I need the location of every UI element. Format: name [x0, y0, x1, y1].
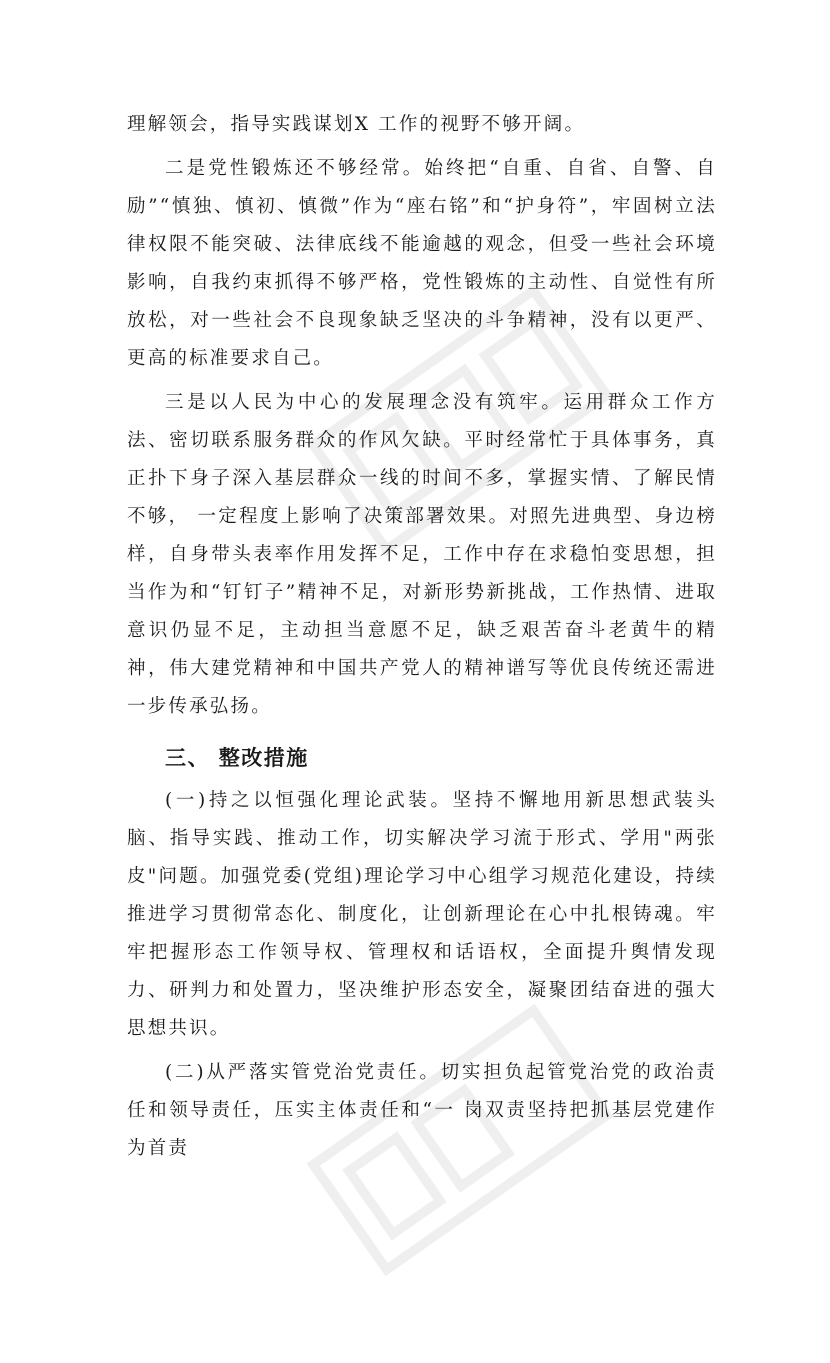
paragraph-continuation: 理解领会，指导实践谋划X 工作的视野不够开阔。 — [127, 114, 586, 135]
document-body — [127, 106, 717, 1168]
paragraph-party-spirit: 二是党性锻炼还不够经常。始终把“自重、自省、自警、自励”“慎独、慎初、慎微”作为“座右铭”和“护身符”，牢固树立法律权限不能突破、法律底线不能逾越的观念，但受一些社会环境影响，自我约束抓得不够严格，党性锻炼的主动性、自觉性有所放松，对一些社会不良现象缺乏坚决的斗争精神，没有以更严、更高的标准要求自己。 — [127, 158, 717, 369]
paragraph-measure-1: (一)持之以恒强化理论武装。坚持不懈地用新思想武装头脑、指导实践、推动工作，切实解决学习流于形式、学用"两张皮"问题。加强党委(党组)理论学习中心组学习规范化建设，持续推进学习贯彻常态化、制度化，让创新理论在心中扎根铸魂。牢牢把握形态工作领导权、管理权和话语权，全面提升舆情发现力、研判力和处置力，坚决维护形态安全，凝聚团结奋进的强大思想共识。 — [127, 790, 717, 1039]
paragraph-measure-2: (二)从严落实管党治党责任。切实担负起管党治党的政治责任和领导责任，压实主体责任和“一 岗双责坚持把抓基层党建作为首责 — [127, 1062, 717, 1159]
section-heading-rectification: 三、 整改措施 — [165, 746, 309, 770]
paragraph-people-centered: 三是以人民为中心的发展理念没有筑牢。运用群众工作方法、密切联系服务群众的作风欠缺。平时经常忙于具体事务，真正扑下身子深入基层群众一线的时间不多，掌握实情、了解民情不够， 一定程度上影响了决策部署效果。对照先进典型、身边榜样，自身带头表率作用发挥不足，工作中存在求稳怕变思想，担当作为和“钉钉子”精神不足，对新形势新挑战，工作热情、进取意识仍显不足，主动担当意愿不足，缺乏艰苦奋斗老黄牛的精神，伟大建党精神和中国共产党人的精神谱写等优良传统还需进一步传承弘扬。 — [127, 392, 717, 717]
